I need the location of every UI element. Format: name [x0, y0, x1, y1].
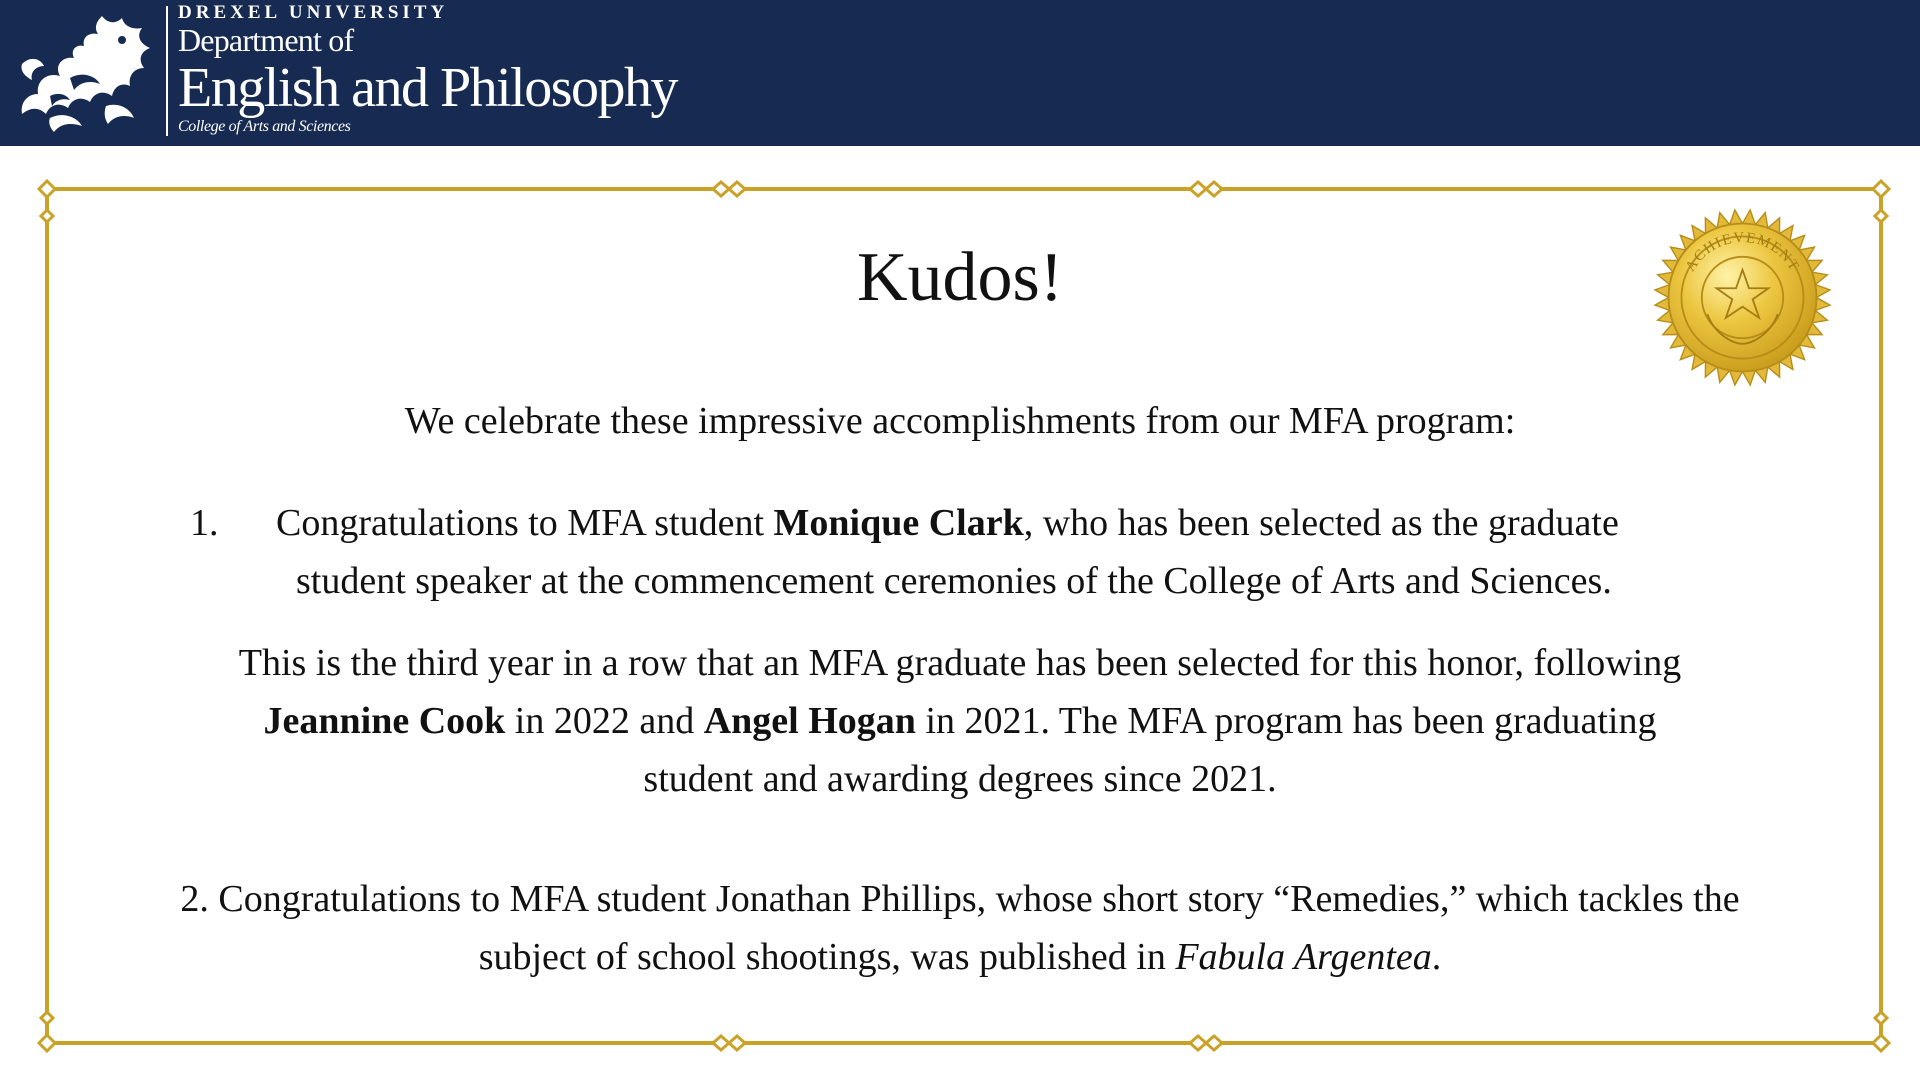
university-name: DREXEL UNIVERSITY: [178, 2, 449, 23]
student-name: Monique Clark: [773, 502, 1024, 544]
department-prefix: Department of: [178, 22, 354, 58]
graduate-name-1: Jeannine Cook: [263, 700, 506, 742]
department-name: English and Philosophy: [178, 57, 678, 119]
list-number: 1.: [190, 502, 219, 544]
dragon-logo-icon: [10, 6, 165, 136]
page-title: Kudos!: [856, 239, 1064, 316]
seal-text: ACHIEVEMENT: [1682, 229, 1803, 275]
journal-name: Fabula Argentea: [1175, 936, 1432, 978]
header-divider: [166, 6, 168, 136]
followup-paragraph: This is the third year in a row that an MFA graduate has been selected for this honor, following Jeannine Cook in 2022 and Angel Hogan in 2021. The MFA program has been graduating student and awarding degrees since 2021.: [238, 642, 1682, 800]
header-banner: [0, 0, 1920, 146]
list-item-1-line2: student speaker at the commencement ceremonies of the College of Arts and Sciences.: [296, 560, 1612, 602]
list-item-2: 2. Congratulations to MFA student Jonathan Phillips, whose short story “Remedies,” which tackles the subject of school shootings, was published in Fabula Argentea.: [180, 878, 1740, 978]
list-item-1-line1: Congratulations to MFA student Monique Clark, who has been selected as the graduate: [276, 502, 1619, 544]
college-name: College of Arts and Sciences: [178, 118, 351, 135]
graduate-name-2: Angel Hogan: [703, 700, 916, 742]
intro-text: We celebrate these impressive accomplishments from our MFA program:: [404, 400, 1516, 442]
